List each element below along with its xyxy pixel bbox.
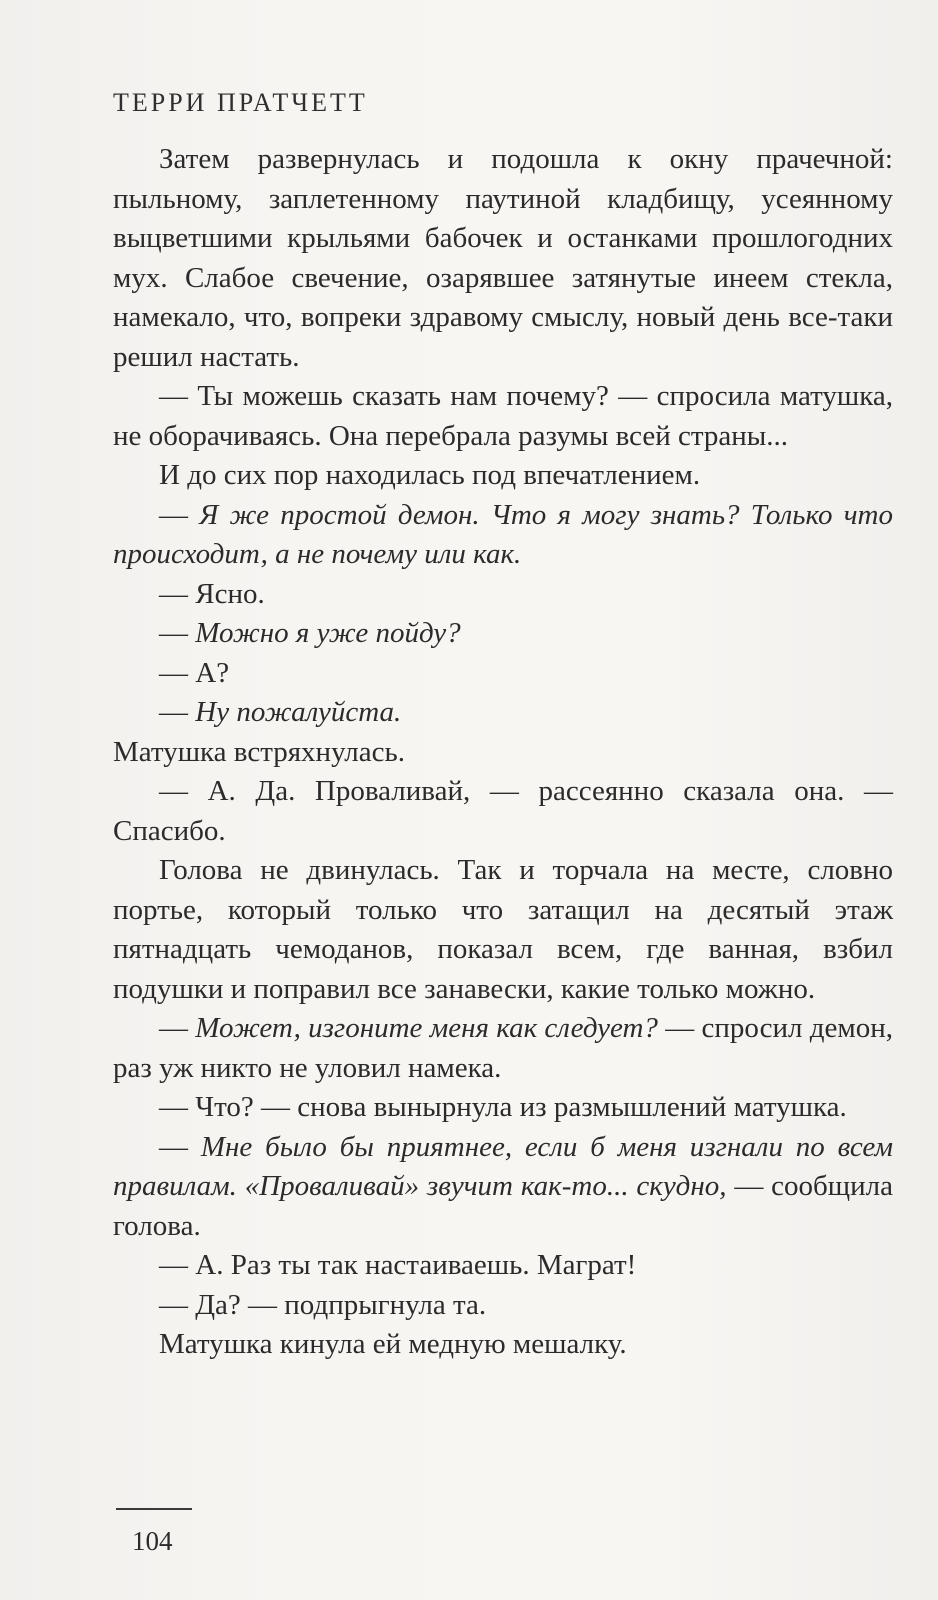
paragraph: [113, 1246, 893, 1286]
paragraph: [113, 456, 893, 496]
text-run: Матушка кинула ей медную мешалку.: [159, 1328, 627, 1360]
text-run: — Что? — снова вынырнула из размышлений матушка.: [159, 1091, 847, 1123]
italic-text: Я же простой демон. Что я могу знать? Только что происходит, а не почему или как.: [113, 498, 893, 570]
text-run: —: [159, 696, 196, 728]
text-run: —: [159, 617, 196, 649]
running-head: ТЕРРИ ПРАТЧЕТТ: [113, 88, 368, 117]
paragraph: [113, 654, 893, 694]
text-run: Затем развернулась и подошла к окну прачечной: пыльному, заплетенному паутиной кладбищу, усеянному выцветшими крыльями бабочек и останками прошлогодних мух. Слабое свечение, озарявшее затянутые инеем стекла, намекало, что, вопреки здравому смыслу, новый день все-таки решил настать.: [113, 143, 893, 373]
page-number: 104: [132, 1526, 173, 1556]
paragraph: [113, 1128, 893, 1247]
paragraph: [113, 772, 893, 851]
text-run: — А. Да. Проваливай, — рассеянно сказала она. — Спасибо.: [113, 775, 893, 847]
text-run: Голова не двинулась. Так и торчала на месте, словно портье, который только что затащил на десятый этаж пятнадцать чемоданов, показал всем, где ванная, взбил подушки и поправил все занавески, какие только можно.: [113, 854, 893, 1005]
body-text: [113, 140, 893, 1365]
paragraph: [113, 693, 893, 733]
footer-rule: [116, 1508, 192, 1510]
paragraph: [113, 575, 893, 615]
paragraph: [113, 140, 893, 377]
italic-text: Может, изгоните меня как следует?: [195, 1012, 658, 1044]
text-run: — Ясно.: [159, 577, 265, 610]
text-run: — Ты можешь сказать нам почему? — спросила матушка, не оборачиваясь. Она перебрала разумы всей страны...: [113, 380, 893, 452]
paragraph: [113, 1009, 893, 1088]
text-run: —: [159, 1012, 196, 1044]
text-run: — А?: [159, 656, 230, 689]
text-run: — сообщила голова.: [113, 1170, 893, 1242]
italic-text: Можно я уже пойду?: [195, 617, 461, 649]
text-run: — Да? — подпрыгнула та.: [159, 1288, 487, 1321]
paragraph: [113, 1088, 893, 1128]
paragraph: [113, 496, 893, 575]
italic-text: Мне было бы приятнее, если б меня изгнали по всем правилам. «Проваливай» звучит как-то... скудно,: [113, 1130, 893, 1202]
paragraph: [113, 733, 893, 773]
paragraph: [113, 1286, 893, 1326]
paragraph: [113, 377, 893, 456]
italic-text: Ну пожалуйста.: [195, 696, 402, 728]
text-run: —: [159, 1130, 201, 1163]
text-run: Матушка встряхнулась.: [113, 735, 405, 768]
text-run: —: [159, 498, 200, 531]
text-run: — спросил демон, раз уж никто не уловил намека.: [113, 1012, 893, 1084]
text-run: И до сих пор находилась под впечатлением.: [159, 459, 701, 491]
paragraph: [113, 614, 893, 654]
paragraph: [113, 851, 893, 1009]
paragraph: [113, 1325, 893, 1365]
text-run: — А. Раз ты так настаиваешь. Маграт!: [159, 1249, 637, 1281]
